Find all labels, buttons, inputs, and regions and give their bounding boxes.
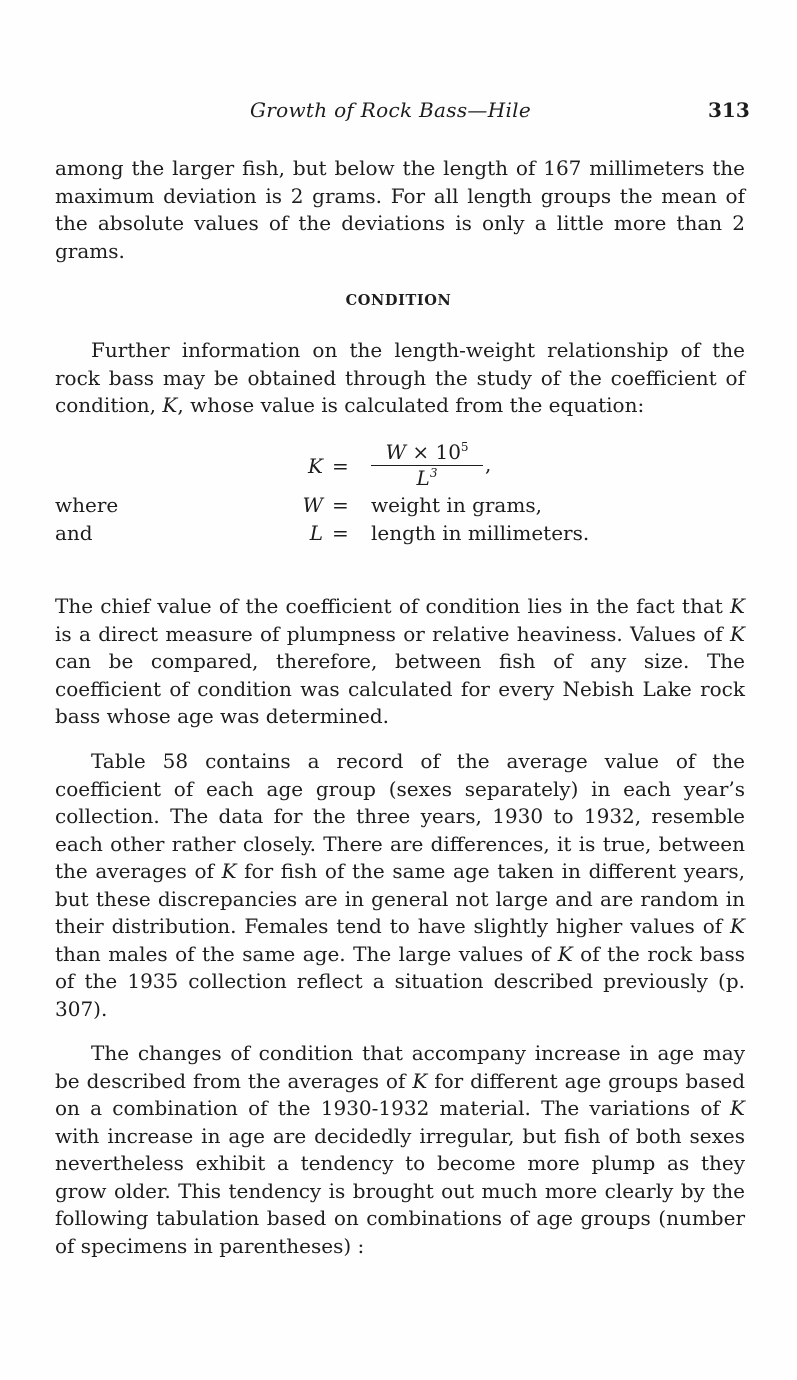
where-equals-sign: = [332, 493, 349, 517]
paragraph-table-58: Table 58 contains a record of the average value of the coefficient of each age group (sexes separately) in each year’s collection. The data for the three years, 1930 to 1932, resemble each other rather closely. There are differences, it is true, between the averages of K for fish of the same age taken in different years, but these discrepancies are in general not large and are random in their distribution. Females tend to have slightly higher values of K than males of the same age. The large values of K of the rock bass of the 1935 collection reflect a situation described previously (p. 307). [55, 749, 745, 1021]
section-heading-condition: CONDITION [345, 292, 452, 309]
running-title: Growth of Rock Bass—Hile [250, 98, 531, 122]
paragraph-condition-intro: Further information on the length-weight relationship of the rock bass may be obtained through the study of the coefficient of condition, K, whose value is calculated from the equation: [55, 338, 745, 417]
equation-trailing-comma: , [485, 452, 492, 476]
paragraph-condition-changes: The changes of condition that accompany increase in age may be described from the averages of K for different age groups based on a combination of the 1930-1932 material. The variations of K with increase in age are decidedly irregular, but fish of both sexes nevertheless exhibit a tendency to become more plump as they grow older. This tendency is brought out much more clearly by the following tabulation based on combinations of age groups (number of specimens in parentheses) : [55, 1041, 745, 1258]
paragraph-deviation-summary: among the larger fish, but below the length of 167 millimeters the maximum deviation is 2 grams. For all length groups the mean of the absolute values of the deviations is only a little more than 2 grams. [55, 156, 745, 263]
page-number: 313 [708, 98, 750, 122]
and-definition: length in millimeters. [371, 521, 590, 545]
where-label: where [55, 493, 119, 517]
equation-fraction [371, 440, 483, 490]
and-label: and [55, 521, 93, 545]
equation-numerator: $W \times 10^5$ [371, 440, 483, 466]
and-equals-sign: = [332, 521, 349, 545]
condition-equation [55, 440, 745, 560]
equation-main-row [55, 440, 745, 494]
equation-equals-sign: = [332, 454, 349, 478]
equation-and-row [55, 521, 745, 549]
where-variable: W [302, 493, 323, 517]
running-head [0, 98, 797, 128]
equation-denominator: $L^3$ [416, 466, 438, 490]
equation-lhs-var: K [308, 454, 323, 478]
paragraph-chief-value: The chief value of the coefficient of condition lies in the fact that K is a direct measure of plumpness or relative heaviness. Values of K can be compared, therefore, between fish of any size. The coefficient of condition was calculated for every Nebish Lake rock bass whose age was determined. [55, 594, 745, 728]
where-definition: weight in grams, [371, 493, 542, 517]
equation-where-row [55, 493, 745, 521]
and-variable: L [309, 521, 323, 545]
